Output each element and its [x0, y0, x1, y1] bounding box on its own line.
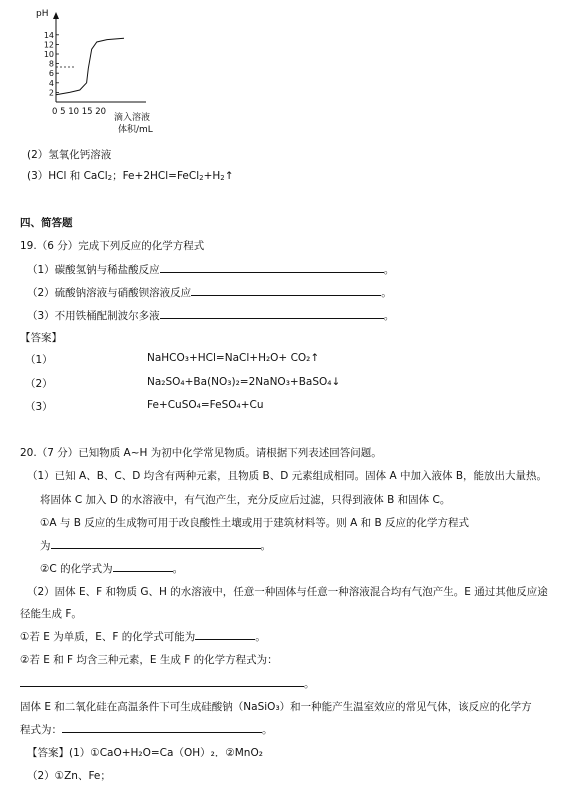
question-20-2c — [20, 629, 266, 644]
answer-19-1-eq: NaHCO₃+HCl=NaCl+H₂O+ CO₂↑ — [147, 352, 320, 364]
text: +H — [203, 170, 221, 182]
question-20: 20.（7 分）已知物质 A~H 为初中化学常见物质。请根据下列表述回答问题。 — [20, 447, 382, 459]
blank[interactable] — [160, 262, 384, 273]
y-tick-label: 12 — [43, 40, 54, 50]
answer-tag-19: 【答案】 — [20, 332, 62, 344]
blank[interactable] — [195, 629, 255, 640]
text: ①若 E 为单质，E、F 的化学式可能为 — [20, 631, 196, 643]
chart-xticks: 0 5 10 15 20 — [52, 107, 107, 117]
text: 。 — [260, 540, 271, 552]
question-20-1b: 将固体 C 加入 D 的水溶液中，有气泡产生，充分反应后过滤，只得到液体 B 和固体 C。 — [40, 494, 451, 506]
answer-20-2: （2）①Zn、Fe； — [27, 770, 111, 782]
blank[interactable] — [113, 561, 173, 572]
blank[interactable] — [62, 722, 262, 733]
answer-20-1: 【答案】(1）①CaO+H₂O=Ca（OH）₂．②MnO₂ — [27, 747, 263, 759]
text: ；Fe+2HCl=FeCl — [112, 170, 200, 182]
text: 。 — [255, 631, 266, 643]
text: （1）碳酸氢钠与稀盐酸反应 — [27, 264, 160, 276]
question-20-1c: ①A 与 B 反应的生成物可用于改良酸性土壤或用于建筑材料等。则 A 和 B 反应的化学方程式 — [40, 517, 470, 529]
question-19: 19.（6 分）完成下列反应的化学方程式 — [20, 240, 205, 252]
subscript: 2 — [199, 174, 204, 182]
question-20-2a: （2）固体 E、F 和物质 G、H 的水溶液中，任意一种固体与任意一种溶液混合均有气泡产生。E 通过其他反应途 — [27, 586, 548, 598]
text: ②C 的化学式为 — [40, 563, 113, 575]
text: 。 — [172, 563, 184, 575]
y-tick-label: 10 — [43, 50, 54, 59]
question-20-2e — [20, 676, 315, 691]
text: 。 — [262, 724, 273, 736]
chart-ylabel: pH — [36, 9, 49, 19]
y-tick-label: 2 — [48, 88, 54, 98]
chart-xlabel-line2: 体积/mL — [118, 125, 153, 135]
text: 。 — [383, 264, 395, 276]
question-19-1 — [27, 262, 394, 277]
answer-line-3 — [27, 168, 234, 183]
question-19-3 — [27, 308, 394, 323]
question-20-1a: （1）已知 A、B、C、D 均含有两种元素，且物质 B、D 元素组成相同。固体 A 中加入液体 B，能放出大量热。 — [27, 470, 548, 482]
blank[interactable] — [20, 676, 304, 687]
subscript: 2 — [220, 174, 225, 182]
text: （2）硫酸钠溶液与硝酸钡溶液反应 — [27, 287, 192, 299]
question-20-3a: 固体 E 和二氧化硅在高温条件下可生成硅酸钠（NaSiO₃）和一种能产生温室效应的常见气体，该反应的化学方 — [20, 701, 532, 713]
y-axis-arrow — [53, 12, 59, 19]
blank[interactable] — [191, 285, 381, 296]
answer-19-2-num: （2） — [25, 378, 53, 390]
text: 。 — [383, 310, 395, 322]
question-20-2b: 径能生成 F。 — [20, 608, 82, 620]
question-20-1d — [40, 538, 271, 553]
question-20-1e — [40, 561, 183, 576]
y-ticks — [44, 31, 59, 98]
answer-19-3-num: （3） — [25, 401, 53, 413]
text: 为 — [40, 540, 51, 552]
question-20-2d: ②若 E 和 F 均含三种元素，E 生成 F 的化学方程式为： — [20, 654, 278, 666]
y-tick-label: 4 — [48, 78, 54, 88]
y-tick-label: 6 — [48, 69, 54, 79]
answer-19-1-num: （1） — [25, 354, 53, 366]
chart-xlabel-line1: 滴入溶液 — [114, 113, 151, 123]
text: (3）HCl 和 CaCl — [27, 170, 108, 182]
question-20-3b — [20, 722, 273, 737]
text: （3）不用铁桶配制波尔多液 — [27, 310, 160, 322]
y-tick-label: 8 — [48, 59, 54, 69]
text: 。 — [304, 678, 315, 690]
y-tick-label: 14 — [43, 30, 54, 40]
subscript: 2 — [107, 174, 113, 182]
ph-titration-chart — [36, 2, 196, 142]
question-19-2 — [27, 285, 392, 300]
section-heading: 四、简答题 — [20, 217, 73, 229]
text: 。 — [381, 287, 392, 299]
blank[interactable] — [51, 538, 261, 549]
answer-19-3-eq: Fe+CuSO₄=FeSO₄+Cu — [147, 399, 264, 411]
answer-19-2-eq: Na₂SO₄+Ba(NO₃)₂=2NaNO₃+BaSO₄↓ — [147, 376, 341, 388]
ph-curve — [56, 38, 124, 95]
blank[interactable] — [160, 308, 384, 319]
text: 程式为： — [20, 724, 62, 736]
answer-line-2: (2）氢氧化钙溶液 — [27, 149, 112, 161]
text: ↑ — [224, 170, 234, 182]
